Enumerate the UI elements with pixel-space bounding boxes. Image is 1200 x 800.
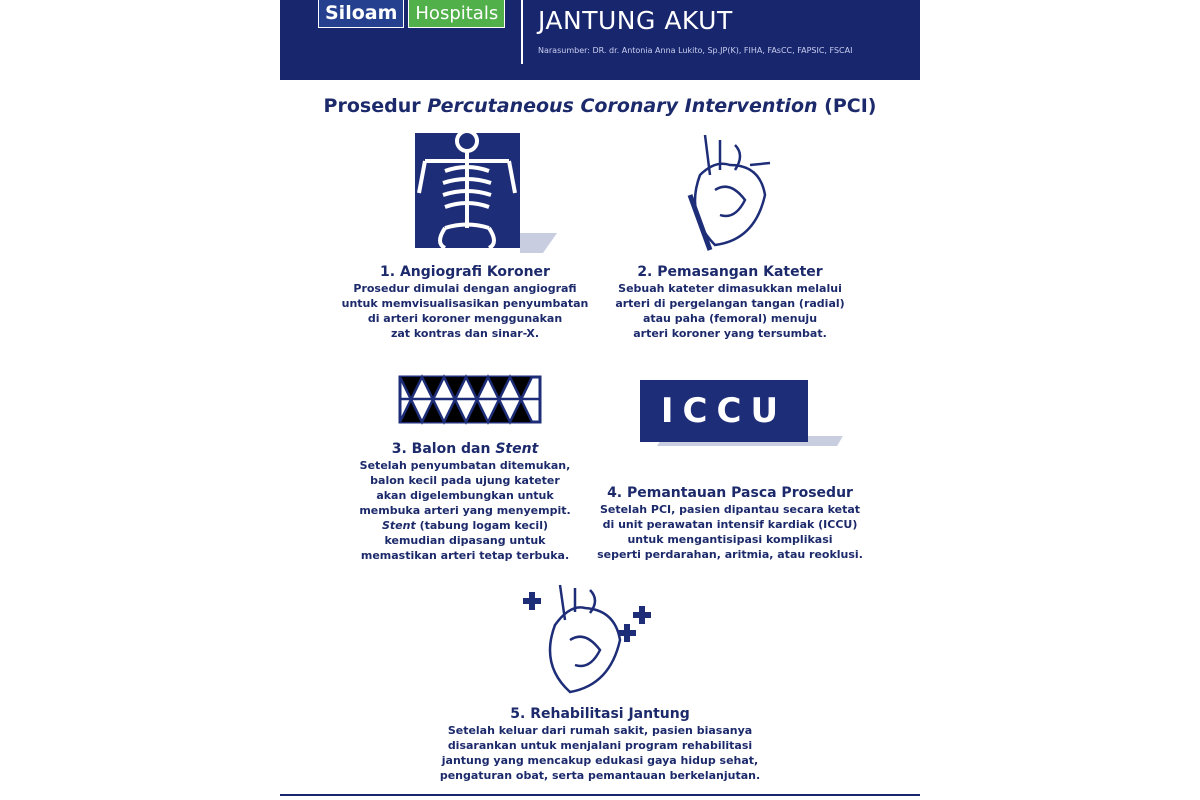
step-text: memastikan arteri tetap terbuka. — [360, 549, 570, 562]
step-text: membuka arteri yang menyempit. — [359, 504, 571, 517]
logo-text: Hospitals — [408, 0, 505, 28]
step-text: Sebuah kateter dimasukkan melalui — [618, 282, 842, 295]
step-text: Setelah keluar dari rumah sakit, pasien biasanya — [447, 724, 753, 737]
step-title: 2. Pemasangan Kateter — [637, 264, 823, 280]
step-text: arteri di pergelangan tangan (radial) — [615, 297, 845, 310]
step-text — [320, 518, 610, 533]
heart-catheter-icon — [675, 135, 775, 255]
step-text: di unit perawatan intensif kardiak (ICCU) — [602, 518, 858, 531]
step-title-italic: Stent — [495, 441, 539, 457]
step-title-text: 3. Balon dan — [391, 441, 496, 457]
step-title: 5. Rehabilitasi Jantung — [510, 706, 690, 722]
step-1 — [320, 263, 610, 341]
heading-italic: Percutaneous Coronary Intervention — [427, 95, 818, 117]
step-2 — [585, 263, 875, 341]
infographic — [280, 0, 920, 800]
italic-word: Stent — [382, 519, 416, 532]
iccu-sign-icon — [640, 380, 840, 450]
divider — [521, 0, 523, 64]
step-4 — [580, 484, 880, 562]
step-text: Setelah PCI, pasien dipantau secara ketat — [599, 503, 861, 516]
page-heading — [280, 95, 920, 117]
step-text: untuk mengantisipasi komplikasi — [627, 533, 833, 546]
step-text: untuk memvisualisasikan penyumbatan — [341, 297, 589, 310]
heading-text: (PCI) — [817, 95, 877, 117]
step-title: 1. Angiografi Koroner — [380, 264, 550, 280]
step-text: kemudian dipasang untuk — [384, 534, 546, 547]
step-text: atau paha (femoral) menuju — [642, 312, 818, 325]
step-3 — [320, 440, 610, 563]
heading-text: Prosedur — [323, 95, 428, 117]
title: JANTUNG AKUT — [538, 6, 733, 35]
step-text: seperti perdarahan, aritmia, atau reoklusi. — [597, 548, 863, 561]
step-5 — [400, 705, 800, 783]
step-text: jantung yang mencakup edukasi gaya hidup sehat, — [441, 754, 759, 767]
step-text: disarankan untuk menjalani program rehabilitasi — [447, 739, 753, 752]
header — [280, 0, 920, 80]
logo-text: Siloam — [318, 0, 404, 28]
iccu-label: ICCU — [640, 380, 808, 442]
step-text: (tabung logam kecil) — [415, 519, 548, 532]
siloam-logo — [318, 0, 505, 28]
footer-line — [280, 794, 920, 796]
step-text: di arteri koroner menggunakan — [367, 312, 563, 325]
step-text: arteri koroner yang tersumbat. — [633, 327, 827, 340]
step-title — [320, 440, 610, 458]
step-text: pengaturan obat, serta pemantauan berkelanjutan. — [439, 769, 761, 782]
stent-icon — [398, 372, 543, 427]
heart-rehab-icon — [515, 580, 660, 700]
step-text: akan digelembungkan untuk — [376, 489, 554, 502]
step-text: zat kontras dan sinar-X. — [390, 327, 540, 340]
source: Narasumber: DR. dr. Antonia Anna Lukito, Sp.JP(K), FIHA, FAsCC, FAPSIC, FSCAI — [538, 46, 853, 55]
xray-icon — [415, 133, 560, 258]
step-title: 4. Pemantauan Pasca Prosedur — [607, 485, 853, 501]
step-text: Prosedur dimulai dengan angiografi — [353, 282, 577, 295]
step-text: Setelah penyumbatan ditemukan, — [359, 459, 571, 472]
step-text: balon kecil pada ujung kateter — [370, 474, 560, 487]
